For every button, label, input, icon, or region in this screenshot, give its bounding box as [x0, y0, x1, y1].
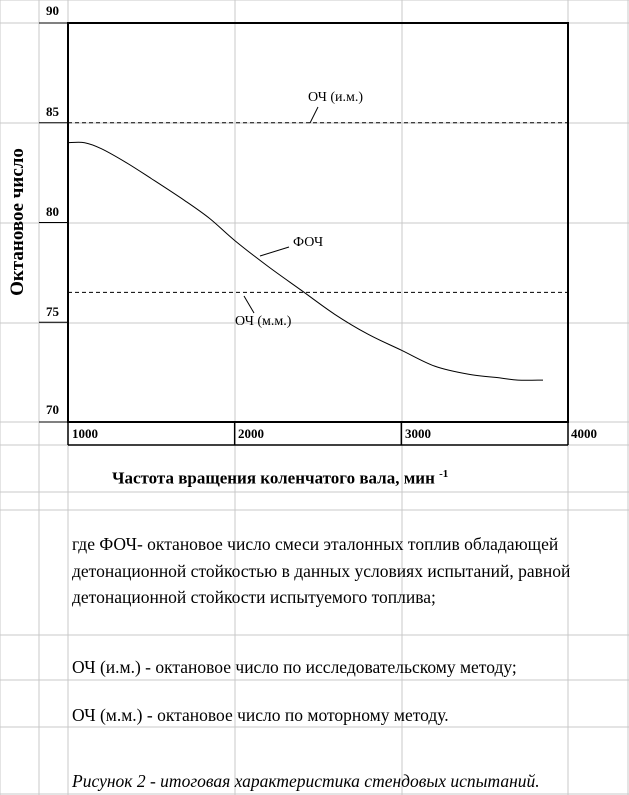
x-axis-label-text: Частота вращения коленчатого вала, мин [112, 468, 435, 488]
note-och-mm: ОЧ (м.м.) - октановое число по моторному методу. [72, 705, 449, 725]
series-line-foch [68, 142, 543, 380]
x-axis-label [112, 468, 448, 489]
x-axis-label-exponent: -1 [439, 468, 449, 480]
annotation-och-im: ОЧ (и.м.) [308, 90, 364, 105]
note-och-im: ОЧ (и.м.) - октановое число по исследовательскому методу; [72, 657, 517, 677]
x-tick-label: 4000 [571, 426, 597, 441]
annotation-foch: ФОЧ [293, 235, 324, 250]
leader-line-och-im [310, 107, 318, 123]
leader-line-foch [260, 247, 289, 256]
y-tick-label: 70 [46, 402, 59, 417]
y-tick-label: 85 [46, 104, 59, 119]
annotation-och-mm: ОЧ (м.м.) [235, 314, 292, 329]
spreadsheet-figure: Октановое число 90 85 80 75 70 1000 2000 3000 4000 Частота вращения коленчатого вала, мин $^{-1}$ ОЧ (и.м.) ФОЧ ОЧ (м.м.) где ФОЧ- октановое число смеси эталонных топлив обладающей детонационной стойкостью в данных условиях испытаний, равной детонационной стойкости испытуемого топлива; ОЧ (и.м.) - октановое число по исследовательскому методу; ОЧ (м.м.) - октановое число по моторному методу. Рисунок 2 - итоговая характеристика стендовых испытаний. [0, 0, 629, 795]
y-tick-label: 80 [46, 204, 59, 219]
leader-line-och-mm [244, 296, 254, 313]
note-foch: где ФОЧ- октановое число смеси эталонных топлив обладающей детонационной стойкостью в данных условиях испытаний, равной детонационной стойкости испытуемого топлива; [72, 534, 571, 607]
x-tick-label: 1000 [72, 426, 98, 441]
y-tick-label: 90 [46, 3, 59, 18]
figure-caption: Рисунок 2 - итоговая характеристика стендовых испытаний. [72, 771, 540, 791]
y-tick-label: 75 [46, 304, 59, 319]
x-tick-label: 3000 [405, 426, 431, 441]
x-tick-label: 2000 [238, 426, 264, 441]
